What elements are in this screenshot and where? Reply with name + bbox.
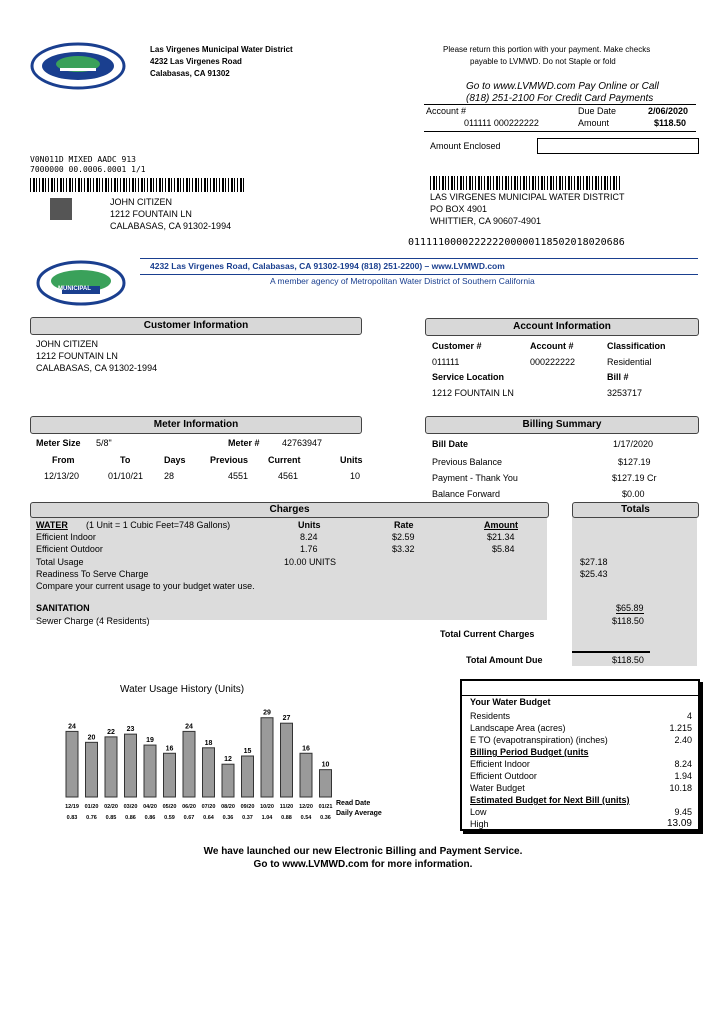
usage-read-date: 01/20 — [84, 804, 99, 810]
meter-size-label: Meter Size — [36, 438, 81, 448]
usage-value-label: 10 — [321, 761, 330, 769]
usage-daily-average: 0.88 — [281, 815, 292, 821]
readiness-amount: $25.43 — [580, 569, 608, 579]
ai-class-label: Classification — [607, 341, 666, 351]
footer-line-2: Go to www.LVMWD.com for more information. — [253, 859, 473, 870]
usage-read-date: 09/20 — [240, 804, 255, 810]
sanitation-amount: $65.89 — [616, 603, 644, 613]
meter-days: 28 — [164, 471, 175, 481]
qr-code-icon — [50, 198, 72, 220]
usage-daily-average: 0.54 — [300, 815, 312, 821]
usage-value-label: 12 — [224, 756, 232, 764]
total-divider — [572, 651, 650, 653]
footer-line-1: We have launched our new Electronic Billing and Payment Service. — [203, 846, 523, 857]
online-line-1: Go to www.LVMWD.com Pay Online or Call — [466, 81, 659, 92]
remit-city: WHITTIER, CA 90607-4901 — [430, 216, 542, 226]
usage-bar — [203, 748, 215, 797]
remit-po: PO BOX 4901 — [430, 204, 488, 214]
budget-note: Compare your current usage to your budget water use. — [36, 581, 255, 591]
ai-customer-value: 011111 — [432, 357, 460, 367]
period-row-1-label: Efficient Indoor — [470, 759, 530, 769]
usage-daily-average: 0.76 — [86, 815, 97, 821]
ai-account-value: 000222222 — [530, 357, 576, 367]
usage-read-date: 10/20 — [260, 804, 274, 810]
amount-value: $118.50 — [654, 118, 687, 128]
budget-header — [462, 681, 698, 696]
usage-read-date: 06/20 — [182, 804, 196, 810]
ai-service-label: Service Location — [432, 372, 505, 382]
usage-daily-average: 0.85 — [105, 815, 117, 821]
meter-header-previous: Previous — [210, 455, 249, 465]
usage-bar — [261, 718, 273, 797]
billing-summary-title: Billing Summary — [425, 416, 699, 434]
charge-line-2-label: Efficient Outdoor — [36, 544, 103, 554]
total-usage-label: Total Usage — [36, 557, 84, 567]
account-label: Account # — [426, 106, 467, 116]
due-date-value: 2/06/2020 — [648, 106, 689, 116]
mail-code-2: 7000000 00.0006.0001 1/1 — [30, 165, 146, 174]
legend-daily-average: Daily Average — [336, 810, 382, 817]
period-row-2-value: 1.94 — [674, 771, 692, 781]
water-note: (1 Unit = 1 Cubic Feet=748 Gallons) — [86, 520, 231, 530]
usage-daily-average: 0.37 — [242, 815, 253, 821]
usage-daily-average: 1.04 — [261, 815, 273, 821]
meter-from: 12/13/20 — [44, 471, 80, 481]
banner-bar — [140, 258, 698, 275]
meter-current: 4561 — [278, 471, 299, 481]
period-title: Billing Period Budget (units — [470, 747, 589, 757]
postal-barcode — [30, 178, 245, 192]
amount-enclosed-label: Amount Enclosed — [430, 141, 501, 151]
period-row-2-label: Efficient Outdoor — [470, 771, 537, 781]
payment-label: Payment - Thank You — [432, 473, 518, 483]
sanitation-sub: Sewer Charge (4 Residents) — [36, 616, 150, 626]
usage-read-date: 03/20 — [123, 804, 138, 810]
totals-panel — [572, 510, 697, 666]
usage-bar — [164, 753, 176, 797]
charge-line-2-units: 1.76 — [300, 544, 318, 554]
balance-forward-label: Balance Forward — [432, 489, 501, 499]
usage-bar — [183, 731, 195, 797]
account-info-title: Account Information — [425, 318, 699, 336]
ai-bill-value: 3253717 — [607, 388, 643, 398]
due-date-label: Due Date — [578, 106, 617, 116]
pay-notice-2: payable to LVMWD. Do not Staple or fold — [470, 57, 616, 66]
usage-bar — [86, 742, 98, 797]
estimate-title: Estimated Budget for Next Bill (units) — [470, 795, 630, 805]
totals-title: Totals — [572, 502, 699, 518]
usage-daily-average: 0.59 — [164, 815, 175, 821]
usage-read-date: 08/20 — [221, 804, 235, 810]
usage-daily-average: 0.36 — [222, 815, 234, 821]
total-due-value: $118.50 — [612, 655, 644, 665]
usage-value-label: 24 — [185, 723, 193, 731]
meter-num-value: 42763947 — [282, 438, 323, 448]
usage-bar — [125, 734, 137, 797]
period-row-3-label: Water Budget — [470, 783, 525, 793]
usage-value-label: 29 — [263, 709, 271, 717]
usage-bar — [144, 745, 156, 797]
ci-addr1: 1212 FOUNTAIN LN — [36, 351, 118, 361]
usage-read-date: 12/20 — [299, 804, 313, 810]
budget-title: Your Water Budget — [470, 697, 551, 707]
usage-value-label: 18 — [204, 739, 213, 747]
previous-balance-label: Previous Balance — [432, 457, 503, 467]
budget-box — [460, 679, 700, 831]
ai-bill-label: Bill # — [607, 372, 629, 382]
charge-line-1-rate: $2.59 — [392, 532, 415, 542]
logo-mid-text: MUNICIPAL — [58, 286, 91, 292]
subtotal-amount: $118.50 — [612, 616, 644, 626]
usage-daily-average: 0.83 — [66, 815, 78, 821]
usage-bar — [320, 770, 332, 797]
remit-name: LAS VIRGENES MUNICIPAL WATER DISTRICT — [430, 192, 625, 202]
district-address: 4232 Las Virgenes Road — [150, 57, 242, 66]
district-city: Calabasas, CA 91302 — [150, 69, 230, 78]
meter-header-to: To — [120, 455, 131, 465]
chart-title: Water Usage History (Units) — [120, 684, 245, 695]
usage-value-label: 19 — [146, 737, 154, 745]
charge-line-2-rate: $3.32 — [392, 544, 415, 554]
usage-read-date: 11/20 — [279, 804, 294, 810]
water-label: WATER — [36, 520, 68, 530]
usage-bar — [222, 764, 234, 797]
legend-read-date: Read Date — [336, 800, 371, 807]
usage-read-date: 04/20 — [143, 804, 157, 810]
ci-name: JOHN CITIZEN — [36, 339, 98, 349]
usage-read-date: 01/21 — [318, 804, 333, 810]
usage-bar — [281, 723, 293, 797]
district-name: Las Virgenes Municipal Water District — [150, 45, 293, 54]
usage-value-label: 27 — [282, 715, 291, 723]
units-header: Units — [298, 520, 321, 530]
meter-num-label: Meter # — [228, 438, 260, 448]
estimate-high-value: 13.09 — [666, 818, 692, 829]
mail-code-1: V0N011D MIXED AADC 913 — [30, 155, 136, 164]
usage-value-label: 15 — [243, 748, 252, 755]
pay-notice: Please return this portion with your payment. Make checks — [443, 45, 651, 54]
scanline: 011111000022222200000118502018020686 — [408, 237, 625, 248]
total-due-label: Total Amount Due — [466, 655, 543, 665]
banner-member: A member agency of Metropolitan Water District of Southern California — [270, 276, 535, 286]
ai-service-value: 1212 FOUNTAIN LN — [432, 388, 514, 398]
payment-stub-table — [424, 104, 696, 132]
online-line-2: (818) 251-2100 For Credit Card Payments — [466, 93, 654, 104]
usage-bar — [66, 731, 78, 797]
rate-header: Rate — [394, 520, 414, 530]
meter-size-value: 5/8" — [96, 438, 112, 448]
total-usage-amount: $27.18 — [580, 557, 608, 567]
ai-account-label: Account # — [530, 341, 574, 351]
usage-read-date: 12/19 — [65, 804, 79, 810]
amount-header: Amount — [484, 520, 518, 530]
district-logo-top — [30, 42, 126, 90]
sanitation-label: SANITATION — [36, 603, 90, 613]
usage-daily-average: 0.86 — [125, 815, 136, 821]
estimate-high-label: High — [470, 819, 489, 829]
usage-value-label: 20 — [87, 734, 96, 742]
charge-line-1-amount: $21.34 — [487, 532, 515, 542]
charge-line-2-amount: $5.84 — [492, 544, 515, 554]
budget-row-1-label: Residents — [470, 711, 511, 721]
budget-row-3-value: 2.40 — [674, 735, 692, 745]
meter-units: 10 — [350, 471, 361, 481]
budget-row-1-value: 4 — [686, 711, 692, 721]
budget-row-3-label: E TO (evapotranspiration) (inches) — [470, 735, 608, 745]
budget-row-2-value: 1.215 — [669, 723, 692, 733]
district-logo-banner — [36, 260, 126, 306]
readiness-label: Readiness To Serve Charge — [36, 569, 149, 579]
meter-header-days: Days — [164, 455, 186, 465]
meter-header-from: From — [52, 455, 75, 465]
usage-chart — [30, 700, 380, 830]
usage-daily-average: 0.36 — [320, 815, 331, 821]
usage-daily-average: 0.86 — [144, 815, 156, 821]
meter-header-current: Current — [268, 455, 301, 465]
charge-line-1-units: 8.24 — [300, 532, 318, 542]
charge-line-1-label: Efficient Indoor — [36, 532, 96, 542]
estimate-low-value: 9.45 — [674, 807, 692, 817]
amount-label: Amount — [578, 118, 610, 128]
account-value: 011111 000222222 — [464, 118, 539, 128]
period-row-3-value: 10.18 — [669, 783, 692, 793]
meter-header-units: Units — [340, 455, 363, 465]
usage-read-date: 02/20 — [104, 804, 118, 810]
banner-address: 4232 Las Virgenes Road, Calabasas, CA 91302-1994 (818) 251-2200) – www.LVMWD.com — [150, 261, 505, 271]
usage-daily-average: 0.64 — [203, 815, 214, 821]
usage-daily-average: 0.67 — [183, 815, 195, 821]
total-current-charges-label: Total Current Charges — [440, 629, 535, 639]
ai-customer-label: Customer # — [432, 341, 482, 351]
balance-forward-value: $0.00 — [622, 489, 645, 499]
usage-value-label: 23 — [126, 726, 135, 734]
usage-value-label: 16 — [302, 745, 310, 753]
charges-title: Charges — [30, 502, 549, 518]
usage-value-label: 24 — [68, 723, 76, 731]
amount-enclosed-input[interactable] — [537, 138, 699, 154]
usage-bar — [300, 753, 312, 797]
usage-value-label: 16 — [165, 745, 174, 753]
period-row-1-value: 8.24 — [674, 759, 692, 769]
previous-balance-value: $127.19 — [618, 457, 651, 467]
customer-info-title: Customer Information — [30, 317, 362, 335]
budget-row-2-label: Landscape Area (acres) — [470, 723, 566, 733]
total-usage-units: 10.00 UNITS — [284, 557, 337, 567]
usage-bar — [242, 756, 254, 797]
ci-addr2: CALABASAS, CA 91302-1994 — [36, 363, 158, 373]
usage-read-date: 05/20 — [162, 804, 177, 810]
customer-address-2: CALABASAS, CA 91302-1994 — [110, 221, 232, 231]
remit-barcode — [430, 176, 620, 190]
payment-value: $127.19 Cr — [612, 473, 657, 483]
estimate-low-label: Low — [470, 807, 487, 817]
customer-address-1: 1212 FOUNTAIN LN — [110, 209, 192, 219]
meter-previous: 4551 — [228, 471, 249, 481]
bill-date-label: Bill Date — [432, 439, 469, 449]
customer-name: JOHN CITIZEN — [110, 197, 172, 207]
usage-value-label: 22 — [107, 728, 115, 736]
meter-info-title: Meter Information — [30, 416, 362, 434]
usage-read-date: 07/20 — [201, 804, 216, 810]
meter-to: 01/10/21 — [108, 471, 144, 481]
usage-bar — [105, 737, 117, 797]
bill-date-value: 1/17/2020 — [613, 439, 654, 449]
ai-class-value: Residential — [607, 357, 652, 367]
